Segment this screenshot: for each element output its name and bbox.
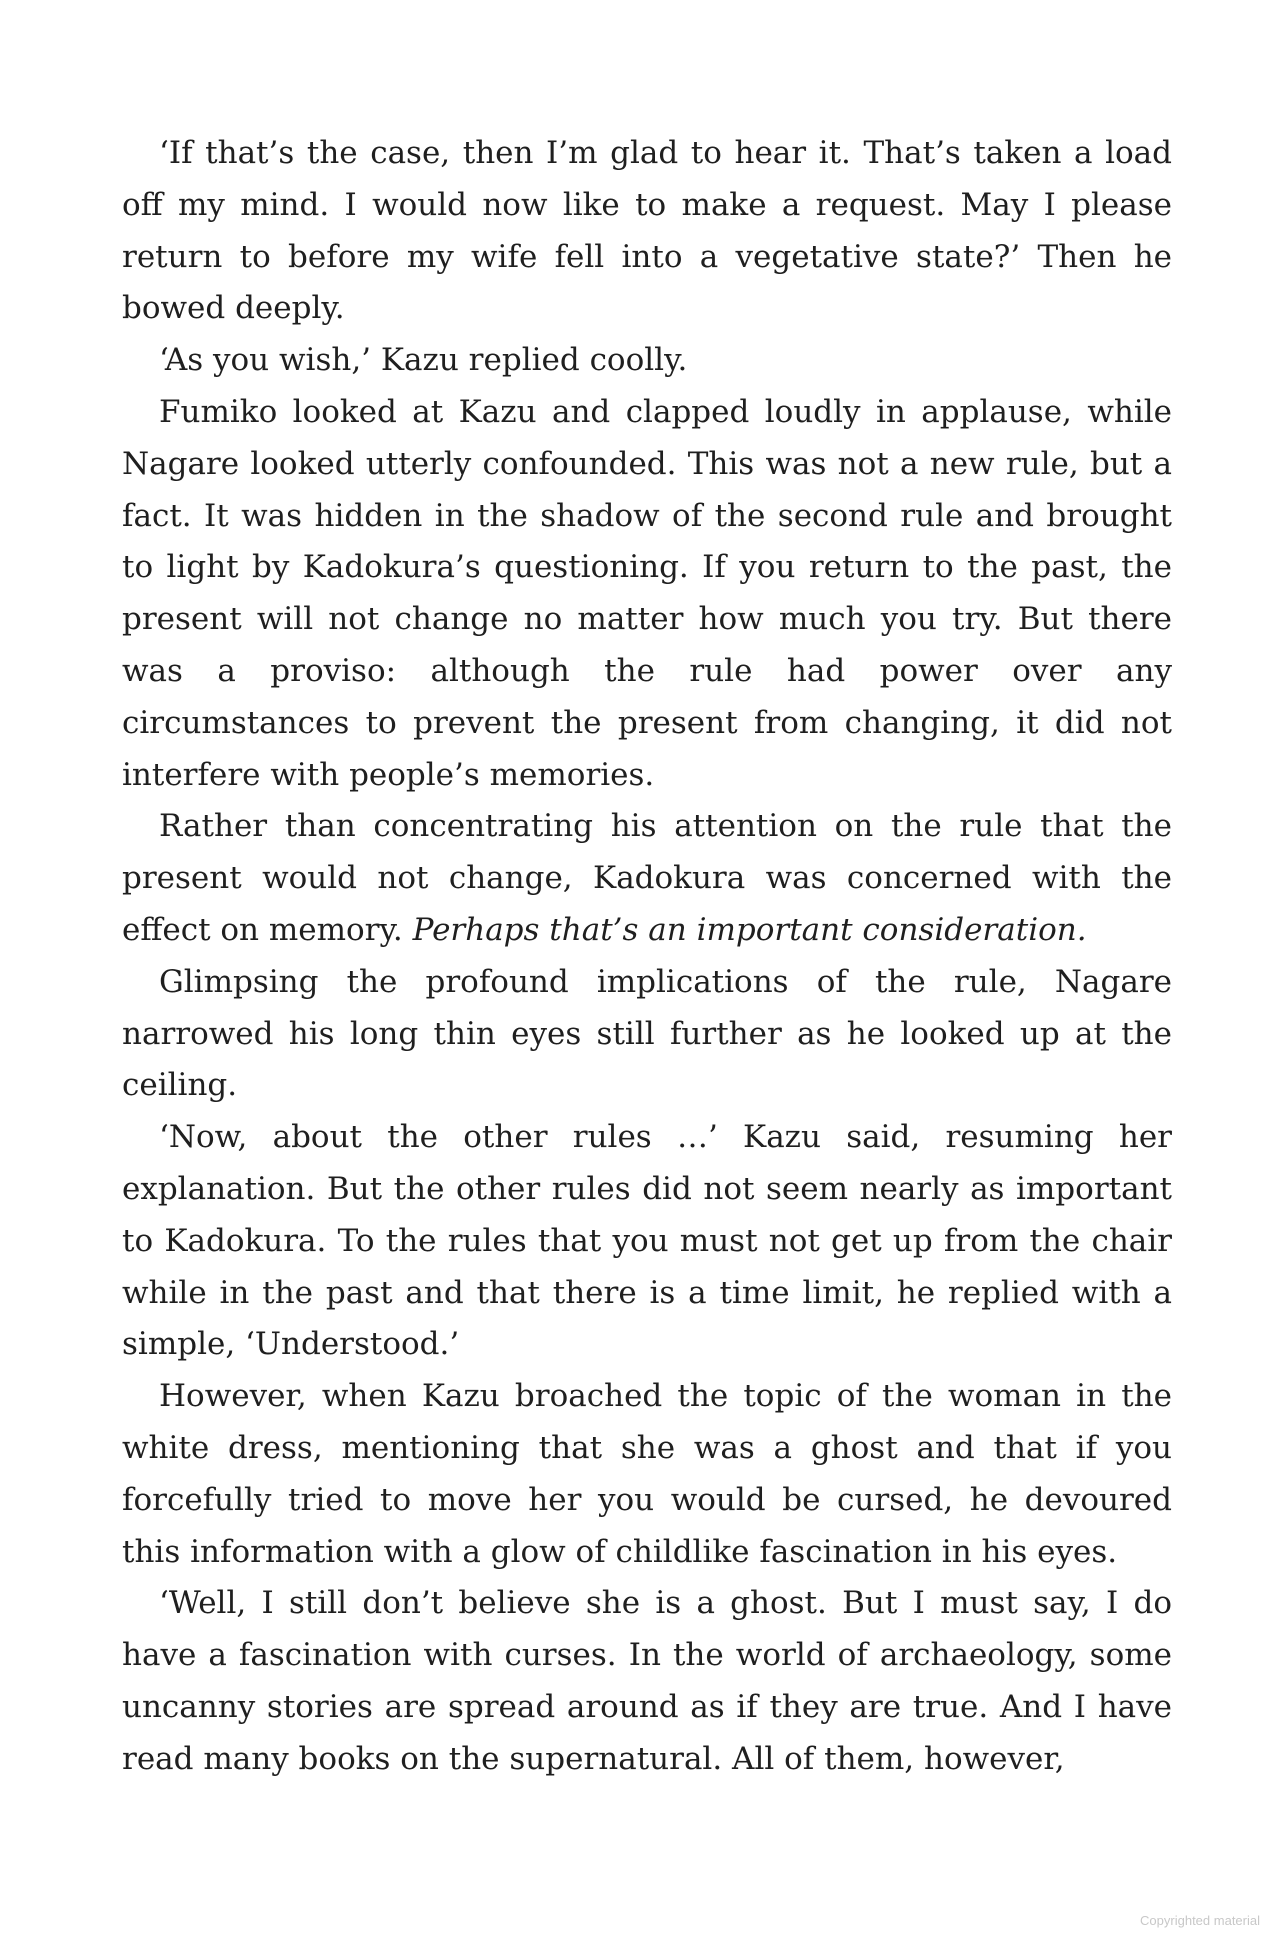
italic-thought: Perhaps that’s an important consideration. bbox=[412, 911, 1087, 948]
paragraph: ‘If that’s the case, then I’m glad to hear it. That’s taken a load off my mind. I would now like to make a request. May I please return to before my wife fell into a vegetative state?’ Then he bowed deeply. bbox=[122, 135, 1172, 327]
paragraph: Fumiko looked at Kazu and clapped loudly in applause, while Nagare looked utterly confounded. This was not a new rule, but a fact. It was hidden in the shadow of the second rule and brought to light by Kadokura’s questioning. If you return to the past, the present will not change no matter how much you try. But there was a proviso: although the rule had power over any circumstances to prevent the present from changing, it did not interfere with people’s memories. bbox=[122, 393, 1172, 793]
copyright-watermark: Copyrighted material bbox=[1140, 1913, 1260, 1928]
paragraph: ‘Well, I still don’t believe she is a ghost. But I must say, I do have a fascination with curses. In the world of archaeology, some uncanny stories are spread around as if they are true. And I have read many books on the supernatural. All of them, however, bbox=[122, 1585, 1172, 1777]
paragraph-text: Rather than concentrating his attention on the rule that the present would not change, Kadokura was concerned with the effect on memory. bbox=[122, 808, 1172, 948]
paragraph: ‘Now, about the other rules …’ Kazu said, resuming her explanation. But the other rules did not seem nearly as important to Kadokura. To the rules that you must not get up from the chair while in the past and that there is a time limit, he replied with a simple, ‘Understood.’ bbox=[122, 1119, 1172, 1363]
paragraph: Glimpsing the profound implications of the rule, Nagare narrowed his long thin eyes still further as he looked up at the ceiling. bbox=[122, 963, 1172, 1104]
paragraph bbox=[122, 801, 1172, 956]
book-page bbox=[122, 128, 1172, 1786]
paragraph: ‘As you wish,’ Kazu replied coolly. bbox=[159, 342, 688, 379]
paragraph: However, when Kazu broached the topic of the woman in the white dress, mentioning that she was a ghost and that if you forcefully tried to move her you would be cursed, he devoured this information with a glow of childlike fascination in his eyes. bbox=[122, 1378, 1172, 1570]
